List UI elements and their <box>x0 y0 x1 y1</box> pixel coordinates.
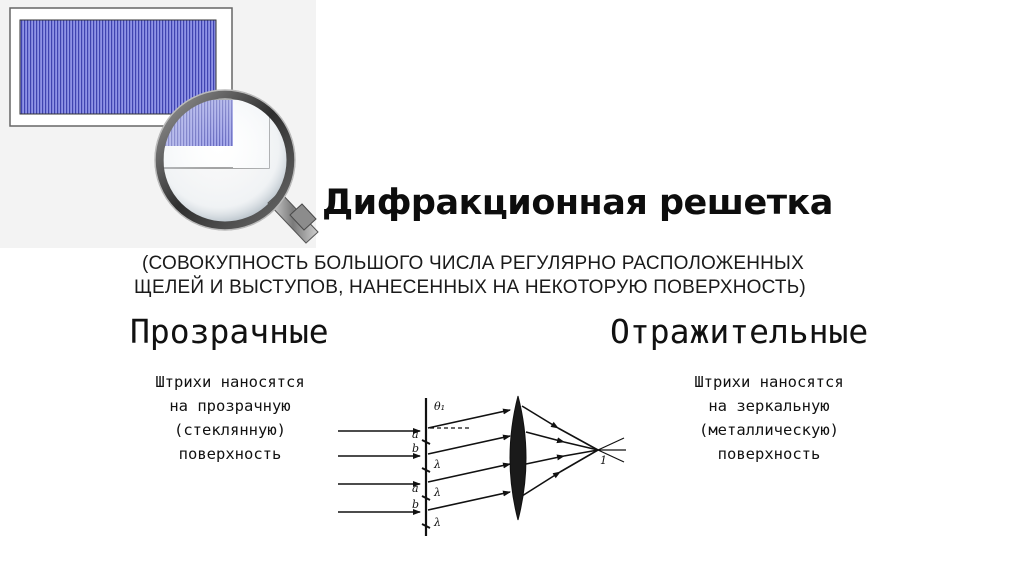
transparent-line-2: на прозрачную <box>169 397 291 415</box>
slit-label: a <box>412 428 419 441</box>
diffraction-diagram <box>330 388 630 548</box>
reflective-line-1: Штрихи наносятся <box>694 373 844 391</box>
page-title: Дифракционная решетка <box>322 183 833 223</box>
definition-line-2: ЩЕЛЕЙ И ВЫСТУПОВ, НАНЕСЕННЫХ НА НЕКОТОРУЮ ПОВЕРХНОСТЬ) <box>134 277 806 298</box>
transparent-line-4: поверхность <box>178 445 282 463</box>
angle-label: θ₁ <box>434 400 446 413</box>
definition-line-1: (СОВОКУПНОСТЬ БОЛЬШОГО ЧИСЛА РЕГУЛЯРНО РАСПОЛОЖЕННЫХ <box>142 253 804 274</box>
reflective-line-3: (металлическую) <box>699 421 839 439</box>
reflective-line-4: поверхность <box>717 445 821 463</box>
grating-lines <box>20 20 216 114</box>
converging-lens <box>510 396 526 520</box>
transparent-line-3: (стеклянную) <box>174 421 286 439</box>
wavelength-label: λ <box>434 516 441 529</box>
transparent-line-1: Штрихи наносятся <box>155 373 305 391</box>
definition-text <box>128 252 868 300</box>
slit-label: a <box>412 482 419 495</box>
slit-label: b <box>412 442 420 455</box>
transparent-description <box>125 370 335 466</box>
diffracted-ray <box>428 436 510 454</box>
grating-magnifier-illustration <box>0 0 320 250</box>
focus-label: 1 <box>600 454 607 467</box>
transparent-heading: Прозрачные <box>130 312 329 351</box>
slit-label: b <box>412 498 420 511</box>
wavelength-label: λ <box>434 486 441 499</box>
wavelength-label: λ <box>434 458 441 471</box>
reflective-line-2: на зеркальную <box>708 397 830 415</box>
reflective-heading: Отражительные <box>610 312 869 351</box>
reflective-description <box>664 370 874 466</box>
